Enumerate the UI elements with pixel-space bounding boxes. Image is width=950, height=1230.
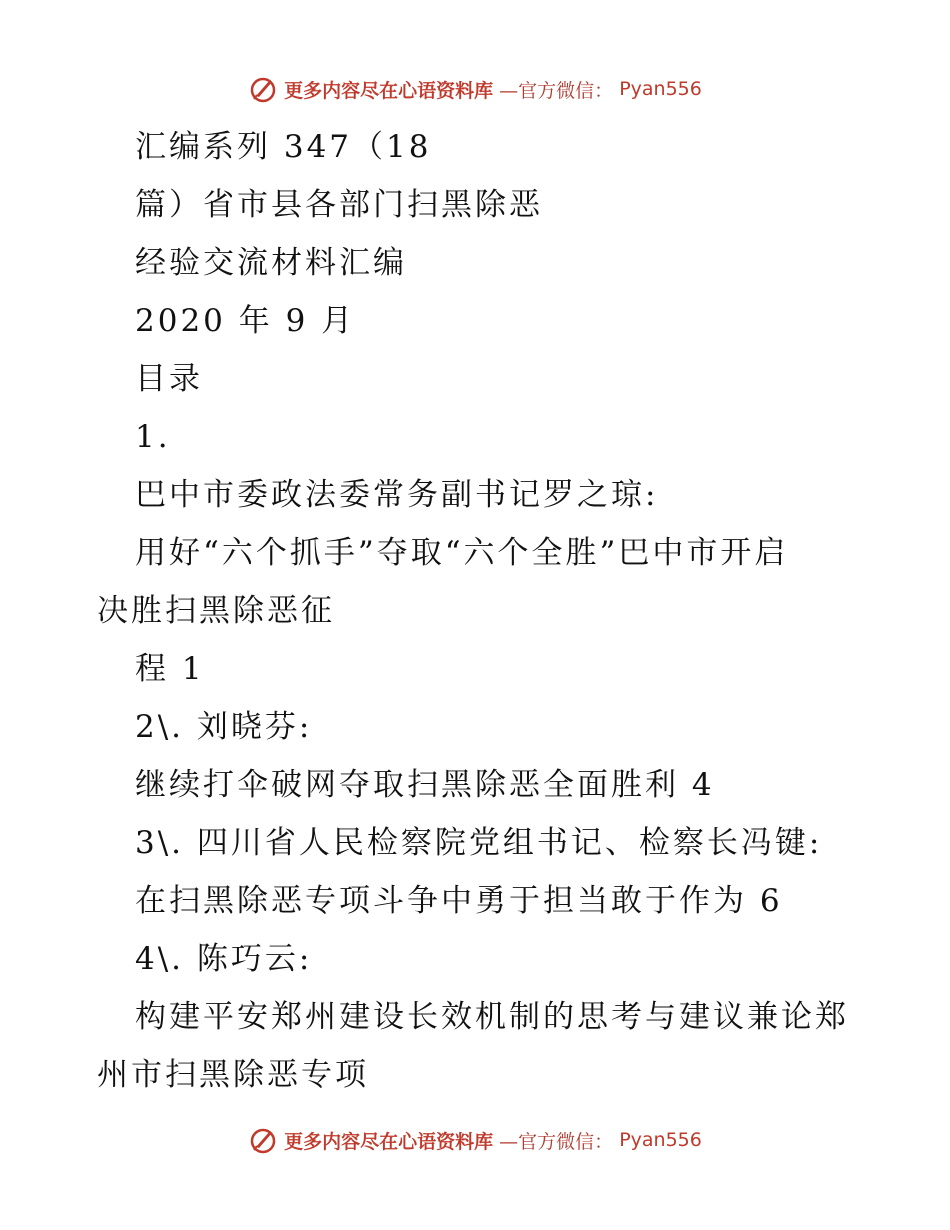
watermark-label: —官方微信： xyxy=(499,79,614,102)
quill-seal-icon xyxy=(248,74,278,104)
watermark-label: —官方微信： xyxy=(499,1130,614,1153)
doc-date: 2020 年 9 月 xyxy=(135,303,356,339)
watermark-brand: 更多内容尽在心语资料库 xyxy=(284,79,494,102)
watermark-brand: 更多内容尽在心语资料库 xyxy=(284,1130,494,1153)
toc-item-author: 巴中市委政法委常务副书记罗之琼: xyxy=(135,477,659,513)
watermark-wechat-id: Pyan556 xyxy=(619,78,702,100)
toc-item-author: 3\. 四川省人民检察院党组书记、检察长冯键: xyxy=(135,825,823,861)
footer-watermark xyxy=(0,1123,950,1157)
toc-item-title: 在扫黑除恶专项斗争中勇于担当敢于作为 6 xyxy=(135,883,783,919)
toc-item-title-continued: 决胜扫黑除恶征 xyxy=(97,593,335,629)
quill-seal-icon xyxy=(248,1125,278,1155)
toc-item-author: 4\. 陈巧云: xyxy=(135,941,313,977)
toc-item-title: 构建平安郑州建设长效机制的思考与建议兼论郑 xyxy=(135,999,849,1035)
doc-title-line-1: 汇编系列 347（18 xyxy=(135,129,432,165)
toc-item-title: 继续打伞破网夺取扫黑除恶全面胜利 4 xyxy=(135,767,715,803)
doc-title-line-3: 经验交流材料汇编 xyxy=(135,245,407,281)
toc-item-title: 用好“六个抓手”夺取“六个全胜”巴中市开启 xyxy=(135,535,789,571)
toc-item-number: 1. xyxy=(135,419,171,455)
doc-title-line-2: 篇）省市县各部门扫黑除恶 xyxy=(135,187,543,223)
toc-item-title-page: 程 1 xyxy=(135,651,205,687)
toc-item-title-continued: 州市扫黑除恶专项 xyxy=(97,1057,369,1093)
header-watermark xyxy=(0,72,950,106)
toc-heading: 目录 xyxy=(135,361,203,397)
toc-item-author: 2\. 刘晓芬: xyxy=(135,709,313,745)
document-body xyxy=(0,118,950,1104)
watermark-wechat-id: Pyan556 xyxy=(619,1129,702,1151)
